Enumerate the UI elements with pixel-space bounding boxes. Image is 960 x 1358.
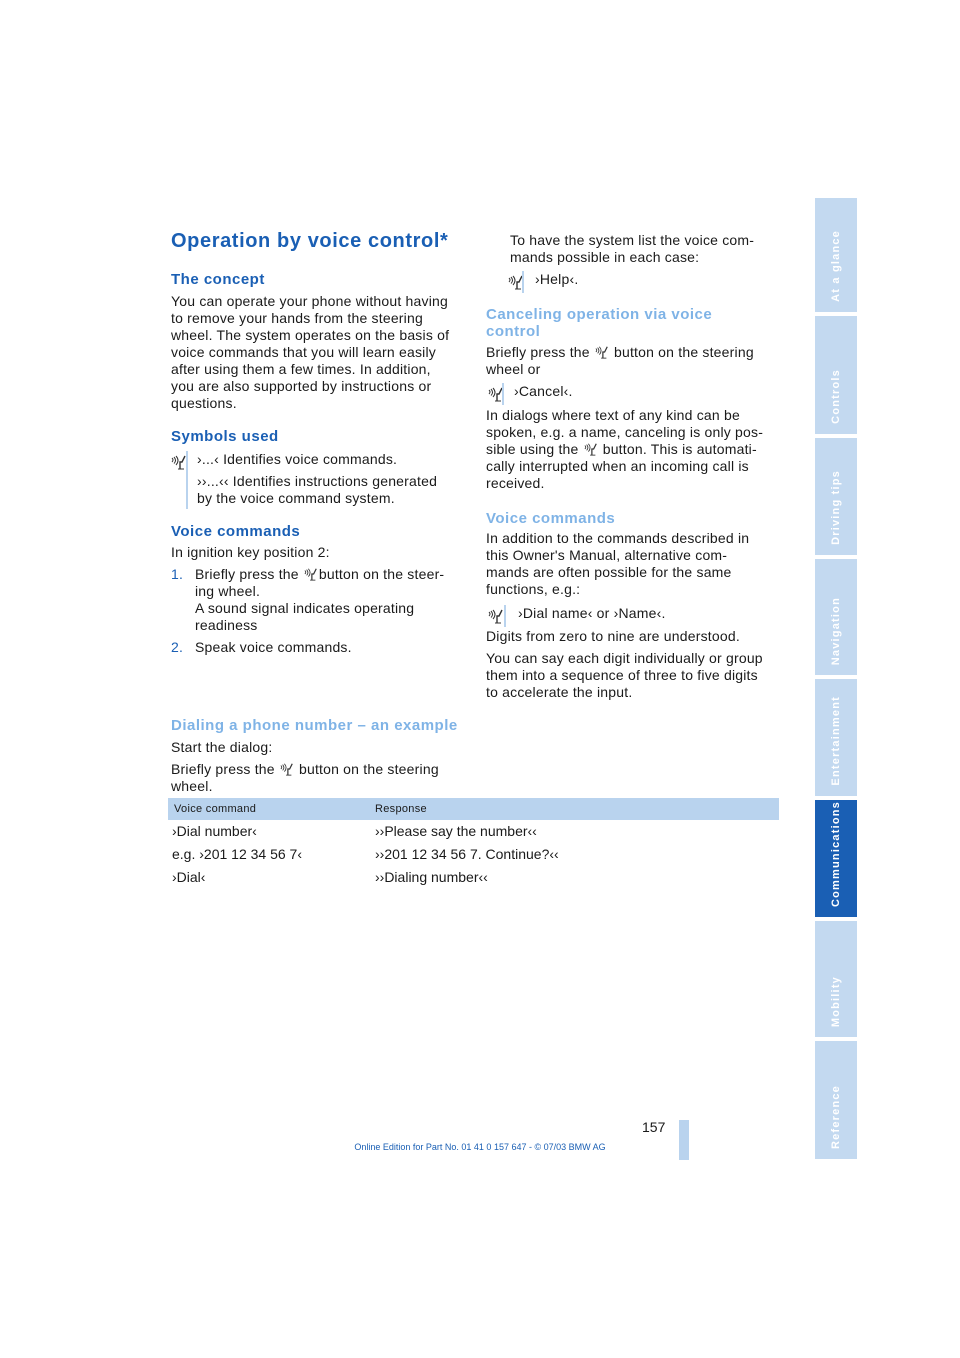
footer-text: Online Edition for Part No. 01 41 0 157 647 - © 07/03 BMW AG [354, 1142, 606, 1152]
voice-command-icon [488, 608, 504, 624]
cancel-command: ›Cancel‹. [514, 383, 573, 399]
text-line: readiness [195, 617, 258, 633]
text-line: In addition to the commands described in [486, 530, 750, 546]
step-1 [171, 566, 471, 634]
canceling-dialog-paragraph [486, 407, 781, 492]
tab-communications[interactable] [815, 800, 857, 917]
text-span: sible using the [486, 441, 579, 457]
voice-command-icon [171, 454, 187, 470]
tab-label: Communications [830, 800, 842, 907]
dialing-paragraph [171, 761, 471, 795]
digits-text: Digits from zero to nine are understood. [486, 628, 740, 644]
step-number: 1. [171, 566, 184, 582]
symbol-divider [502, 383, 504, 405]
text-line: to accelerate the input. [486, 684, 633, 700]
tab-label: At a glance [830, 230, 842, 302]
canceling-paragraph [486, 344, 781, 378]
symbols-heading: Symbols used [171, 428, 279, 445]
text-span: button on the steering [298, 761, 439, 777]
table-cell-response: ››Please say the number‹‹ [375, 823, 537, 839]
text-line: by the voice command system. [197, 490, 395, 506]
tab-entertainment[interactable] [815, 679, 857, 796]
tab-label: Controls [830, 369, 842, 424]
digit-grouping-paragraph [486, 650, 781, 701]
text-line: spoken, e.g. a name, canceling is only pos- [486, 424, 764, 440]
table-cell-command: e.g. ›201 12 34 56 7‹ [172, 846, 302, 862]
ignition-intro: In ignition key position 2: [171, 544, 330, 560]
tab-label: Reference [830, 1085, 842, 1149]
tab-navigation[interactable] [815, 559, 857, 675]
table-cell-command: ›Dial‹ [172, 869, 206, 885]
text-line: this Owner's Manual, alternative com- [486, 547, 728, 563]
concept-heading: The concept [171, 271, 265, 288]
text-span: button on the steering [613, 344, 754, 360]
tab-driving-tips[interactable] [815, 438, 857, 555]
table-cell-command: ›Dial number‹ [172, 823, 257, 839]
text-line: ing wheel. [195, 583, 261, 599]
text-span: Briefly press the [195, 566, 299, 582]
text-line: wheel. [171, 778, 213, 794]
tab-at-a-glance[interactable] [815, 198, 857, 312]
text-line: to remove your hands from the steering [171, 310, 423, 326]
text-line: A sound signal indicates operating [195, 600, 415, 616]
tab-label: Entertainment [830, 696, 842, 786]
table-header [168, 798, 779, 820]
text-line: To have the system list the voice com- [510, 232, 755, 248]
concept-paragraph [171, 293, 471, 412]
text-span: Briefly press the [486, 344, 590, 360]
step-2 [171, 639, 352, 656]
column-header-voice-command: Voice command [174, 803, 257, 815]
text-line: cally interrupted when an incoming call is [486, 458, 749, 474]
dialing-heading: Dialing a phone number – an example [171, 717, 458, 734]
symbol-divider [504, 605, 506, 627]
voice-command-icon [304, 567, 318, 581]
text-span: Briefly press the [171, 761, 275, 777]
text-line: wheel. The system operates on the basis of [171, 327, 450, 343]
text-span: Speak voice commands. [195, 639, 352, 655]
page-number-bar [679, 1120, 689, 1160]
tab-controls[interactable] [815, 316, 857, 434]
help-command: ›Help‹. [535, 271, 579, 287]
text-line: You can say each digit individually or group [486, 650, 763, 666]
text-line: mands possible in each case: [510, 249, 700, 265]
text-line: ››...‹‹ Identifies instructions generated [197, 473, 438, 489]
text-line: you are also supported by instructions or [171, 378, 432, 394]
text-line: them into a sequence of three to five digits [486, 667, 758, 683]
symbol-divider [186, 451, 188, 509]
voice-commands-right-heading: Voice commands [486, 510, 616, 527]
text-line: In dialogs where text of any kind can be [486, 407, 740, 423]
heading-line: control [486, 323, 541, 340]
voice-command-icon [584, 442, 598, 456]
tab-label: Navigation [830, 596, 842, 665]
page-number: 157 [642, 1119, 666, 1135]
column-header-response: Response [375, 803, 427, 815]
table-cell-response: ››201 12 34 56 7. Continue?‹‹ [375, 846, 559, 862]
step-number: 2. [171, 639, 184, 655]
voice-commands-heading: Voice commands [171, 523, 301, 540]
canceling-heading [486, 306, 712, 340]
text-line: mands are often possible for the same [486, 564, 732, 580]
text-line: voice commands that you will learn easily [171, 344, 436, 360]
symbol-system-instruction [197, 473, 437, 507]
text-line: questions. [171, 395, 237, 411]
heading-line: Canceling operation via voice [486, 306, 713, 323]
help-intro [510, 232, 754, 266]
voice-command-icon [595, 345, 609, 359]
alternative-commands-paragraph [486, 530, 781, 598]
symbol-divider [522, 271, 524, 293]
text-span: button. This is automati- [602, 441, 757, 457]
text-line: functions, e.g.: [486, 581, 581, 597]
dial-name-command: ›Dial name‹ or ›Name‹. [518, 605, 666, 621]
text-line: You can operate your phone without having [171, 293, 448, 309]
symbol-voice-command: ›...‹ Identifies voice commands. [197, 451, 398, 467]
tab-mobility[interactable] [815, 921, 857, 1037]
table-cell-response: ››Dialing number‹‹ [375, 869, 488, 885]
start-dialog-text: Start the dialog: [171, 739, 273, 755]
tab-label: Driving tips [830, 470, 842, 545]
text-span: button on the steer- [318, 566, 445, 582]
text-line: after using them a few times. In addition, [171, 361, 431, 377]
text-line: wheel or [486, 361, 541, 377]
voice-command-icon [280, 762, 294, 776]
page-title: Operation by voice control* [171, 230, 449, 252]
tab-label: Mobility [830, 975, 842, 1027]
text-line: received. [486, 475, 545, 491]
